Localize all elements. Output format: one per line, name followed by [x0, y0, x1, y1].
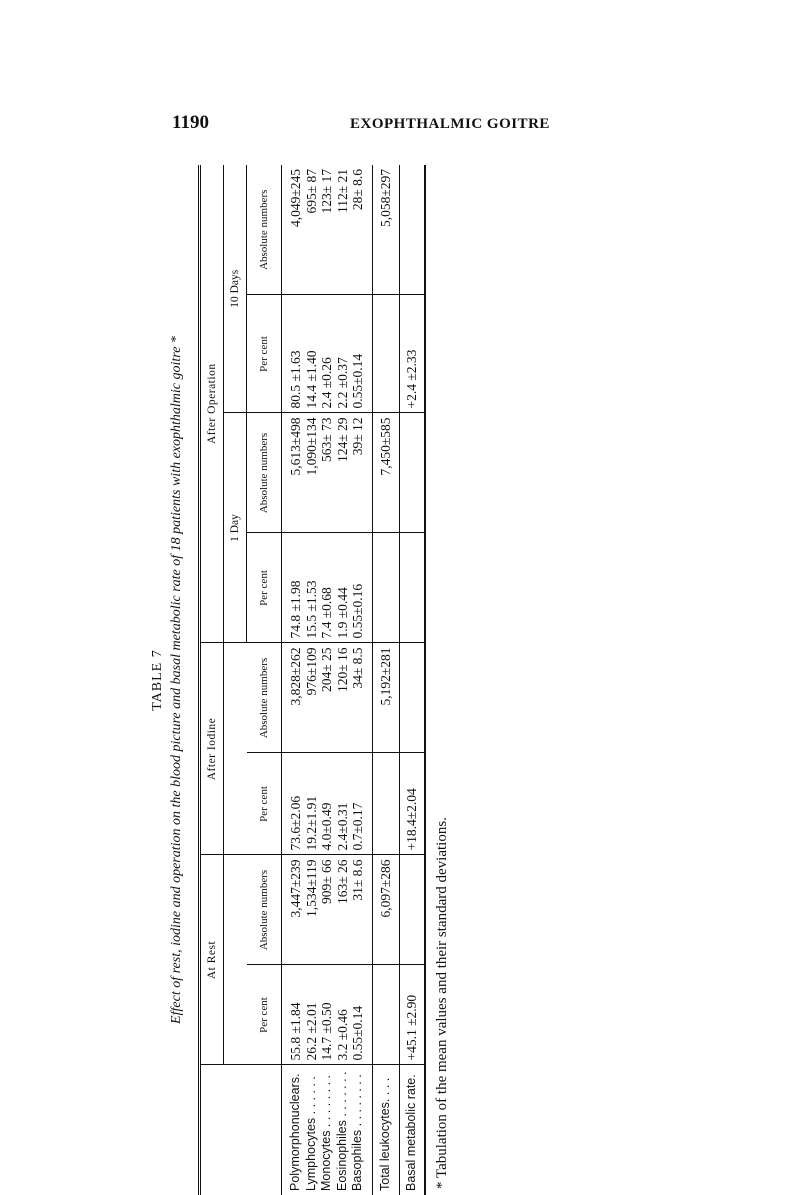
col-header-absolute: Absolute numbers: [247, 855, 282, 965]
table-cell: 1,534±119: [304, 855, 320, 965]
table-cell: 0.55±0.16: [350, 533, 366, 643]
table-cell: 5,192±281: [372, 643, 399, 753]
table-cell: 1,090±134: [304, 413, 320, 533]
spacer-after-iodine: [224, 643, 247, 855]
table-cell: 2.2 ±0.37: [335, 295, 351, 413]
row-label: Eosinophiles . . . . . . .: [334, 1071, 349, 1191]
col-header-absolute: Absolute numbers: [247, 413, 282, 533]
table-row: [288, 165, 304, 1195]
col-header-absolute: Absolute numbers: [247, 165, 282, 295]
col-header-per-cent: Per cent: [247, 533, 282, 643]
table-cell: 4.0±0.49: [319, 753, 335, 855]
table-cell: 14.7 ±0.50: [319, 965, 335, 1065]
table-cell: 3.2 ±0.46: [335, 965, 351, 1065]
table-cell: 7,450±585: [372, 413, 399, 533]
table-cell: [399, 533, 425, 643]
table-cell: 74.8 ±1.98: [288, 533, 304, 643]
table-cell: 1.9 ±0.44: [335, 533, 351, 643]
table-cell: [372, 965, 399, 1065]
table-cell: 34± 8.5: [350, 643, 366, 753]
table-row: [350, 165, 366, 1195]
table-cell: 39± 12: [350, 413, 366, 533]
basal-metabolic-rate-row: [399, 165, 425, 1195]
col-header-per-cent: Per cent: [247, 965, 282, 1065]
table-cell: [399, 643, 425, 753]
table-cell: 55.8 ±1.84: [288, 965, 304, 1065]
table-row: [319, 165, 335, 1195]
table-cell: 3,828±262: [288, 643, 304, 753]
table-cell: [399, 165, 425, 295]
col-header-per-cent: Per cent: [247, 295, 282, 413]
subgroup-header-1-day: 1 Day: [224, 413, 247, 643]
table-cell: [372, 533, 399, 643]
table-cell: 5,613±498: [288, 413, 304, 533]
table-cell: 31± 8.6: [350, 855, 366, 965]
table-cell: [372, 753, 399, 855]
subgroup-header-10-days: 10 Days: [224, 165, 247, 413]
table-cell: 3,447±239: [288, 855, 304, 965]
table-cell: 0.7±0.17: [350, 753, 366, 855]
row-label: Lymphocytes . . . . . .: [303, 1076, 318, 1191]
table-footnote: * Tabulation of the mean values and their standard deviations.: [433, 817, 450, 1189]
table-label: TABLE 7: [150, 649, 165, 711]
table-cell: 2.4 ±0.26: [319, 295, 335, 413]
table-cell: +2.4 ±2.33: [399, 295, 425, 413]
spacer-at-rest: [224, 855, 247, 1065]
row-label: Total leukocytes. . . .: [372, 1065, 399, 1195]
row-label: Basophiles . . . . . . . .: [350, 1074, 364, 1191]
table-row: [335, 165, 351, 1195]
table-cell: 19.2±1.91: [304, 753, 320, 855]
total-leukocytes-row: [372, 165, 399, 1195]
table-cell: 0.55±0.14: [350, 965, 366, 1065]
table-cell: 15.5 ±1.53: [304, 533, 320, 643]
table-title: Effect of rest, iodine and operation on the blood picture and basal metabolic rate of 18 patients with exophthalmic goitre *: [169, 336, 184, 1024]
table-cell: 909± 66: [319, 855, 335, 965]
col-header-per-cent: Per cent: [247, 753, 282, 855]
table-cell: 112± 21: [335, 165, 351, 295]
table-cell: 204± 25: [319, 643, 335, 753]
table-cell: 124± 29: [335, 413, 351, 533]
table-cell: 163± 26: [335, 855, 351, 965]
col-header-absolute: Absolute numbers: [247, 643, 282, 753]
table-cell: +45.1 ±2.90: [399, 965, 425, 1065]
table-cell: 563± 73: [319, 413, 335, 533]
table-cell: [372, 295, 399, 413]
data-table: [198, 165, 426, 1195]
page-number: 1190: [172, 112, 209, 133]
table-cell: 14.4 ±1.40: [304, 295, 320, 413]
group-header-after-iodine: After Iodine: [200, 643, 224, 855]
table-cell: [399, 413, 425, 533]
table-cell: 976±109: [304, 643, 320, 753]
table-cell: 4,049±245: [288, 165, 304, 295]
row-label: Basal metabolic rate.: [399, 1065, 425, 1195]
table-cell: 123± 17: [319, 165, 335, 295]
group-header-at-rest: At Rest: [200, 855, 224, 1065]
table-cell: 0.55±0.14: [350, 295, 366, 413]
table-cell: +18.4±2.04: [399, 753, 425, 855]
group-header-after-operation: After Operation: [200, 165, 224, 643]
table-body: [282, 165, 425, 1195]
table-cell: 695± 87: [304, 165, 320, 295]
row-label-header: [200, 1065, 282, 1195]
row-label: Polymorphonuclears.: [288, 1073, 302, 1191]
table-cell: 120± 16: [335, 643, 351, 753]
table-cell: 2.4±0.31: [335, 753, 351, 855]
row-label: Monocytes . . . . . . . .: [319, 1074, 333, 1191]
table-cell: 5,058±297: [372, 165, 399, 295]
table-cell: 73.6±2.06: [288, 753, 304, 855]
table-cell: 80.5 ±1.63: [288, 295, 304, 413]
table-cell: 28± 8.6: [350, 165, 366, 295]
table-cell: 26.2 ±2.01: [304, 965, 320, 1065]
table-row: [304, 165, 320, 1195]
table-cell: 7.4 ±0.68: [319, 533, 335, 643]
rotated-table-block: [150, 165, 450, 1195]
table-cell: 6,097±286: [372, 855, 399, 965]
table-caption: [150, 165, 186, 1195]
table-cell: [399, 855, 425, 965]
running-head: EXOPHTHALMIC GOITRE: [350, 116, 550, 132]
